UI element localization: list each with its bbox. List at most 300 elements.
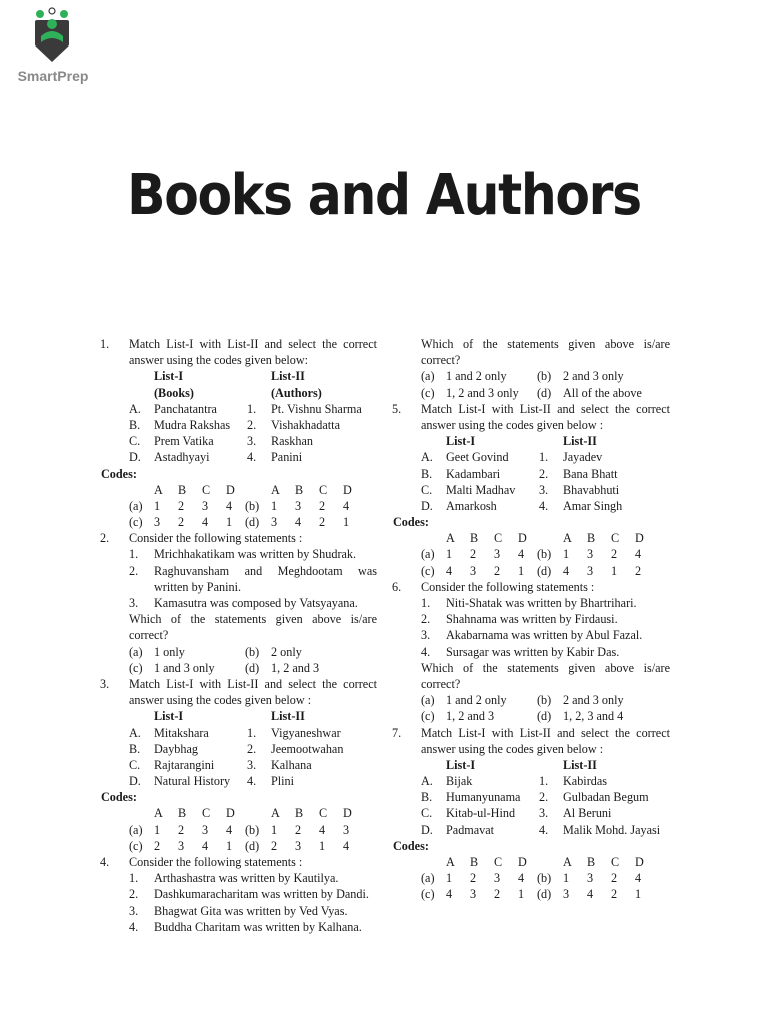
code-value: 1 (635, 887, 642, 902)
code-option-row (100, 838, 377, 854)
statement-text: Akabarnama was written by Abul Fazal. (446, 628, 643, 643)
code-value: B (470, 855, 479, 869)
line-text: correct? (421, 353, 461, 368)
code-value: 2 (611, 887, 618, 902)
statement-line (100, 563, 377, 579)
code-value: B (587, 855, 596, 869)
list-letter: C. (129, 434, 141, 449)
list-letter: C. (421, 482, 433, 497)
list-letter: C. (421, 806, 433, 821)
match-row (392, 449, 670, 465)
line-text: Which of the statements given above is/are (421, 337, 670, 351)
code-value: 3 (202, 498, 209, 513)
text-line (100, 352, 377, 368)
list-number: 1. (539, 450, 549, 465)
code-value: 3 (202, 822, 209, 837)
smartprep-logo-icon (33, 6, 71, 62)
question-text: Consider the following statements : (129, 531, 303, 546)
list-letter: A. (129, 725, 141, 740)
list-number: 4. (539, 822, 549, 837)
list-item-text: Daybhag (154, 741, 198, 756)
list-item-text: Mudra Rakshas (154, 417, 231, 432)
option-label: (b) (537, 547, 552, 562)
code-value: B (295, 482, 304, 497)
list-item-text: Astadhyayi (154, 450, 210, 465)
code-value: 4 (518, 871, 525, 886)
code-value: C (611, 531, 620, 546)
code-value: B (178, 482, 187, 497)
option-label: (a) (421, 369, 435, 384)
code-value: A (271, 806, 280, 821)
code-value: 1 (226, 515, 233, 530)
option-text: 1, 2 and 3 (446, 709, 495, 724)
code-value: A (446, 855, 455, 869)
question-number: 5. (392, 401, 402, 416)
text-line (392, 417, 670, 433)
code-value: 4 (343, 498, 350, 513)
statement-text: Sursagar was written by Kabir Das. (446, 644, 620, 659)
match-row (392, 822, 670, 838)
list-header: (Authors) (271, 385, 322, 400)
statement-text: Arthashastra was written by Kautilya. (154, 871, 339, 886)
codes-header-row (392, 854, 670, 870)
question-line (392, 401, 670, 417)
text-line (392, 676, 670, 692)
statement-line (100, 919, 377, 935)
code-value: 2 (470, 547, 477, 562)
list-header: (Books) (154, 385, 194, 400)
option-label: (a) (129, 644, 143, 659)
statement-text: Shahnama was written by Firdausi. (446, 612, 618, 627)
code-value: 2 (178, 498, 185, 513)
option-text: 1 and 2 only (446, 369, 507, 384)
code-value: C (202, 482, 211, 497)
list-letter: A. (421, 774, 433, 789)
match-row (392, 789, 670, 805)
code-value: 3 (563, 887, 570, 902)
code-value: 3 (178, 838, 185, 853)
question-line (100, 676, 377, 692)
statement-line (392, 595, 670, 611)
code-value: 4 (446, 563, 453, 578)
list-number: 1. (247, 725, 257, 740)
statement-number: 2. (421, 612, 431, 627)
option-label: (b) (245, 498, 260, 513)
list-number: 4. (247, 774, 257, 789)
code-value: C (611, 855, 620, 869)
code-option-row (100, 514, 377, 530)
statement-text: written by Panini. (154, 579, 241, 594)
list-item-text: Jeemootwahan (271, 741, 344, 756)
statement-text: Niti-Shatak was written by Bhartrihari. (446, 596, 637, 610)
line-text: answer using the codes given below : (129, 693, 312, 708)
list-number: 2. (539, 790, 549, 805)
code-value: 1 (446, 871, 453, 886)
list-header: List-I (446, 757, 476, 772)
list-item-text: Kabirdas (563, 774, 607, 789)
option-label: (b) (537, 369, 552, 384)
match-row (100, 449, 377, 465)
list-item-text: Mitakshara (154, 725, 209, 740)
code-value: C (494, 855, 503, 869)
question-number: 4. (100, 855, 110, 869)
statement-line (100, 870, 377, 886)
code-value: 1 (226, 838, 233, 853)
list-number: 4. (247, 450, 257, 465)
list-item-text: Kadambari (446, 466, 501, 481)
list-item-text: Geet Govind (446, 450, 509, 465)
code-value: 3 (494, 547, 501, 562)
option-label: (c) (129, 515, 143, 530)
codes-label (100, 789, 377, 805)
code-value: C (202, 806, 211, 821)
code-value: 1 (611, 563, 618, 578)
text-line (100, 692, 377, 708)
list-item-text: Gulbadan Begum (563, 790, 649, 805)
code-value: 3 (494, 871, 501, 886)
option-text: 1 only (154, 644, 185, 659)
codes-header-row (392, 530, 670, 546)
statement-number: 1. (421, 596, 431, 610)
code-value: 1 (518, 887, 525, 902)
statement-number: 3. (129, 596, 139, 610)
code-value: B (470, 531, 479, 546)
list-header: List-II (271, 369, 305, 384)
option-label: (c) (129, 660, 143, 675)
code-value: C (319, 482, 328, 497)
list-number: 1. (247, 401, 257, 416)
match-row (392, 498, 670, 514)
question-line (100, 854, 377, 870)
question-text: Match List-I with List-II and select the correct (421, 401, 670, 416)
code-value: 1 (563, 871, 570, 886)
code-value: 1 (563, 547, 570, 562)
option-label: (c) (421, 709, 435, 724)
list-item-text: Vishakhadatta (271, 417, 340, 432)
list-letter: D. (421, 498, 433, 513)
code-value: D (635, 855, 644, 869)
option-label: (d) (537, 385, 552, 400)
option-label: (a) (421, 871, 435, 886)
statement-number: 2. (129, 887, 139, 902)
option-text: 1 and 3 only (154, 660, 215, 675)
answer-option-row (100, 644, 377, 660)
statement-text: Dashkumaracharitam was written by Dandi. (154, 887, 369, 902)
answer-option-row (392, 692, 670, 708)
code-value: A (154, 806, 163, 821)
list-item-text: Humanyunama (446, 790, 521, 805)
code-value: 2 (319, 515, 326, 530)
code-value: 2 (470, 871, 477, 886)
text-line (392, 741, 670, 757)
statement-line (392, 627, 670, 643)
code-value: 4 (295, 515, 302, 530)
code-value: 1 (154, 822, 161, 837)
list-item-text: Al Beruni (563, 806, 612, 821)
list-header-row (100, 708, 377, 724)
right-column (392, 336, 670, 903)
option-label: (b) (537, 871, 552, 886)
statement-line (100, 546, 377, 562)
codes-text: Codes: (393, 838, 429, 853)
option-text: 2 only (271, 644, 302, 659)
codes-label (100, 466, 377, 482)
code-value: 1 (518, 563, 525, 578)
statement-text: Buddha Charitam was written by Kalhana. (154, 919, 362, 934)
question-number: 2. (100, 531, 110, 546)
statement-text: Mrichhakatikam was written by Shudrak. (154, 547, 357, 562)
page-title: Books and Authors (127, 163, 641, 228)
code-value: 2 (271, 838, 278, 853)
statement-line (100, 579, 377, 595)
list-letter: B. (421, 790, 433, 805)
list-item-text: Plini (271, 774, 295, 789)
list-header-row (100, 385, 377, 401)
list-item-text: Prem Vatika (154, 434, 214, 449)
list-header-row (100, 368, 377, 384)
match-row (100, 417, 377, 433)
code-value: A (154, 482, 163, 497)
list-item-text: Panchatantra (154, 401, 217, 416)
code-option-row (100, 822, 377, 838)
list-header: List-I (446, 434, 476, 449)
option-label: (d) (245, 838, 260, 853)
list-item-text: Bijak (446, 774, 473, 789)
list-letter: B. (129, 741, 141, 756)
code-value: D (226, 806, 235, 821)
list-letter: A. (129, 401, 141, 416)
list-letter: D. (129, 774, 141, 789)
text-line (392, 660, 670, 676)
statement-number: 1. (129, 871, 139, 886)
option-label: (a) (421, 693, 435, 708)
question-number: 6. (392, 579, 402, 594)
code-option-row (392, 546, 670, 562)
code-value: A (563, 855, 572, 869)
option-label: (b) (537, 693, 552, 708)
text-line (100, 627, 377, 643)
list-number: 2. (247, 741, 257, 756)
code-value: 4 (226, 822, 233, 837)
list-number: 3. (539, 806, 549, 821)
match-row (100, 757, 377, 773)
statement-line (100, 595, 377, 611)
list-item-text: Rajtarangini (154, 757, 215, 772)
statement-text: Raghuvansham and Meghdootam was (154, 563, 377, 578)
list-letter: A. (421, 450, 433, 465)
text-line (100, 611, 377, 627)
code-value: 1 (271, 498, 278, 513)
code-value: B (178, 806, 187, 821)
code-value: D (518, 855, 527, 869)
question-text: Match List-I with List-II and select the correct (421, 725, 670, 740)
statement-line (100, 903, 377, 919)
list-item-text: Malik Mohd. Jayasi (563, 822, 661, 837)
option-label: (d) (537, 887, 552, 902)
line-text: answer using the codes given below: (129, 353, 309, 368)
question-line (100, 336, 377, 352)
line-text: answer using the codes given below : (421, 741, 604, 756)
code-option-row (392, 870, 670, 886)
list-item-text: Raskhan (271, 434, 313, 449)
list-number: 1. (539, 774, 549, 789)
question-text: Consider the following statements : (421, 579, 595, 594)
list-header-row (392, 757, 670, 773)
code-value: 4 (319, 822, 326, 837)
statement-line (392, 611, 670, 627)
option-text: 1, 2 and 3 only (446, 385, 519, 400)
question-text: Consider the following statements : (129, 855, 303, 869)
code-value: 2 (494, 887, 501, 902)
code-option-row (392, 563, 670, 579)
code-value: 4 (635, 547, 642, 562)
list-header-row (392, 433, 670, 449)
option-text: 1 and 2 only (446, 693, 507, 708)
answer-option-row (392, 368, 670, 384)
code-value: 3 (271, 515, 278, 530)
code-value: 2 (178, 822, 185, 837)
list-item-text: Amar Singh (563, 498, 623, 513)
code-value: 1 (446, 547, 453, 562)
option-label: (c) (421, 887, 435, 902)
code-value: 4 (587, 887, 594, 902)
list-header: List-I (154, 369, 184, 384)
option-label: (a) (421, 547, 435, 562)
code-value: 1 (271, 822, 278, 837)
code-value: 2 (611, 547, 618, 562)
text-line (392, 336, 670, 352)
line-text: Which of the statements given above is/are (129, 612, 377, 627)
question-number: 7. (392, 725, 402, 740)
code-value: 1 (154, 498, 161, 513)
code-value: C (319, 806, 328, 821)
code-value: D (635, 531, 644, 546)
codes-text: Codes: (101, 790, 137, 805)
option-label: (b) (245, 822, 260, 837)
text-line (392, 352, 670, 368)
code-value: 2 (494, 563, 501, 578)
match-row (392, 773, 670, 789)
option-label: (c) (421, 385, 435, 400)
option-text: 2 and 3 only (563, 369, 624, 384)
list-item-text: Bhavabhuti (563, 482, 620, 497)
list-item-text: Panini (271, 450, 303, 465)
code-value: B (295, 806, 304, 821)
question-number: 3. (100, 676, 110, 691)
code-value: 3 (295, 498, 302, 513)
code-value: 3 (587, 547, 594, 562)
option-label: (d) (245, 515, 260, 530)
list-item-text: Padmavat (446, 822, 495, 837)
answer-option-row (100, 660, 377, 676)
question-text: Match List-I with List-II and select the correct (129, 676, 377, 691)
statement-number: 4. (129, 919, 139, 934)
statement-number: 3. (421, 628, 431, 643)
code-value: 2 (178, 515, 185, 530)
option-text: 2 and 3 only (563, 693, 624, 708)
statement-text: Bhagwat Gita was written by Ved Vyas. (154, 903, 348, 918)
code-value: 4 (202, 838, 209, 853)
option-label: (a) (129, 498, 143, 513)
code-option-row (392, 886, 670, 902)
code-value: 2 (295, 822, 302, 837)
code-value: 4 (343, 838, 350, 853)
option-label: (d) (537, 709, 552, 724)
list-number: 3. (247, 757, 257, 772)
option-label: (c) (421, 563, 435, 578)
codes-label (392, 514, 670, 530)
match-row (100, 401, 377, 417)
list-item-text: Malti Madhav (446, 482, 516, 497)
list-item-text: Vigyaneshwar (271, 725, 341, 740)
option-label: (a) (129, 822, 143, 837)
match-row (392, 466, 670, 482)
code-value: 4 (563, 563, 570, 578)
code-value: 3 (587, 563, 594, 578)
list-number: 3. (247, 434, 257, 449)
code-value: A (446, 531, 455, 546)
code-value: 1 (343, 515, 350, 530)
code-value: 4 (202, 515, 209, 530)
list-item-text: Kalhana (271, 757, 312, 772)
statement-number: 1. (129, 547, 139, 562)
question-text: Match List-I with List-II and select the correct (129, 337, 377, 351)
match-row (100, 773, 377, 789)
list-number: 3. (539, 482, 549, 497)
match-row (100, 741, 377, 757)
list-letter: C. (129, 757, 141, 772)
option-label: (d) (537, 563, 552, 578)
code-value: A (271, 482, 280, 497)
code-value: 3 (154, 515, 161, 530)
code-value: 3 (470, 887, 477, 902)
code-value: 4 (446, 887, 453, 902)
statement-number: 4. (421, 644, 431, 659)
match-row (100, 725, 377, 741)
codes-header-row (100, 482, 377, 498)
option-text: 1, 2 and 3 (271, 660, 320, 675)
code-value: 2 (635, 563, 642, 578)
list-header: List-II (271, 709, 305, 724)
code-value: 3 (295, 838, 302, 853)
list-number: 2. (539, 466, 549, 481)
codes-text: Codes: (393, 515, 429, 530)
list-item-text: Kitab-ul-Hind (446, 806, 516, 821)
list-letter: B. (421, 466, 433, 481)
code-value: D (343, 482, 352, 497)
list-item-text: Jayadev (563, 450, 603, 465)
codes-header-row (100, 805, 377, 821)
code-value: 4 (226, 498, 233, 513)
line-text: Which of the statements given above is/are (421, 660, 670, 675)
smartprep-logo (8, 4, 98, 86)
list-header: List-II (563, 757, 597, 772)
code-value: 3 (587, 871, 594, 886)
brand-name: SmartPrep (17, 68, 89, 84)
list-letter: D. (421, 822, 433, 837)
option-text: All of the above (563, 385, 642, 400)
question-line (100, 530, 377, 546)
code-value: 1 (319, 838, 326, 853)
list-number: 2. (247, 417, 257, 432)
statement-number: 2. (129, 563, 139, 578)
statement-text: Kamasutra was composed by Vatsyayana. (154, 596, 358, 610)
answer-option-row (392, 385, 670, 401)
match-row (100, 433, 377, 449)
answer-option-row (392, 708, 670, 724)
line-text: correct? (129, 628, 169, 643)
codes-text: Codes: (101, 466, 137, 481)
